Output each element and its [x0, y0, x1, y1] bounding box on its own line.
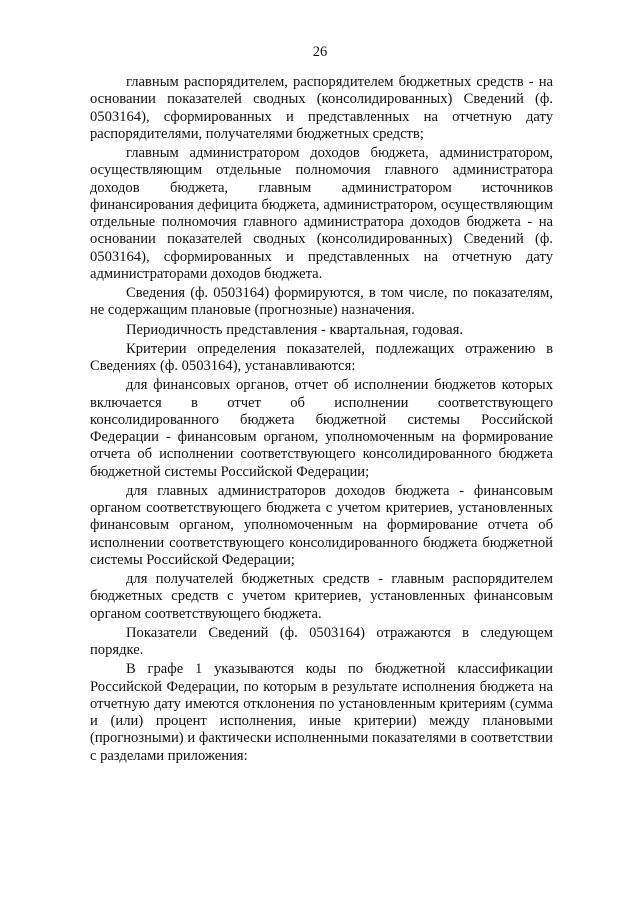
paragraph-financial-bodies: для финансовых органов, отчет об исполнении бюджетов которых включается в отчет об исполнении соответствующего консолидированного бюджета бюджетной системы Российской Федерации - финансовым органом, уполномоченным на формирование отчета об исполнении соответствующего консолидированного бюджета бюджетной системы Российской Федерации; [90, 377, 553, 480]
paragraph-periodicity: Периодичность представления - квартальная, годовая. [126, 321, 464, 338]
paragraph-budget-recipients: для получателей бюджетных средств - главным распорядителем бюджетных средств с учетом критериев, установленных финансовым органом соответствующего бюджета. [90, 571, 553, 622]
paragraph-revenue-administrators: для главных администраторов доходов бюджета - финансовым органом соответствующего бюджета с учетом критериев, установленных финансовым органом, уполномоченным на формирование отчета об исполнении соответствующего консолидированного бюджета бюджетной системы Российской Федерации; [90, 482, 553, 568]
paragraph-column-1: В графе 1 указываются коды по бюджетной классификации Российской Федерации, по которым в результате исполнения бюджета на отчетную дату имеются отклонения по установленным критериям (сумма и (или) процент исполнения, иные критерии) между плановыми (прогнозными) и фактически исполненными показателями в соответствии с разделами приложения: [90, 661, 553, 764]
paragraph-criteria-intro: Критерии определения показателей, подлежащих отражению в Сведениях (ф. 0503164), устанавливаются: [90, 340, 553, 374]
page-number: 26 [312, 44, 328, 60]
paragraph-order-intro: Показатели Сведений (ф. 0503164) отражаются в следующем порядке. [90, 624, 553, 658]
paragraph-chief-revenue-administrator: главным администратором доходов бюджета, администратором, осуществляющим отдельные полномочия главного администратора доходов бюджета, главным администратором источников финансирования дефицита бюджета, администратором, осуществляющим отдельные полномочия главного администратора доходов бюджета - на основании показателей сводных (консолидированных) Сведений (ф. 0503164), сформированных и представленных на отчетную дату администраторами доходов бюджета. [90, 145, 553, 282]
paragraph-chief-manager: главным распорядителем, распорядителем бюджетных средств - на основании показателей сводных (консолидированных) Сведений (ф. 0503164), сформированных и представленных на отчетную дату распорядителями, получателями бюджетных средств; [90, 74, 553, 142]
document-body [90, 74, 553, 765]
paragraph-forming-rule: Сведения (ф. 0503164) формируются, в том числе, по показателям, не содержащим плановые (прогнозные) назначения. [90, 285, 553, 319]
